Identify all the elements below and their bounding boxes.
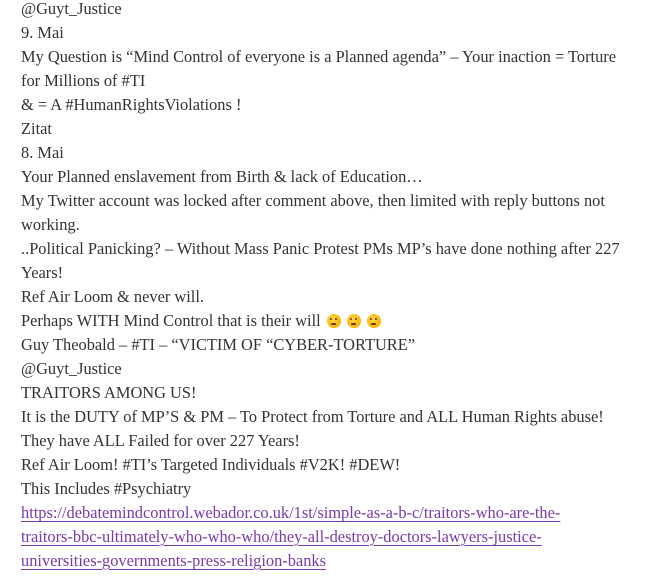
text-line: Years! xyxy=(21,263,64,282)
thinking-face-icon xyxy=(327,314,341,328)
text-line: & = A #HumanRightsViolations ! xyxy=(21,95,242,114)
handle-text: @Guyt_Justice xyxy=(21,0,122,18)
quote-label: Zitat xyxy=(21,119,52,138)
text-line: My Question is “Mind Control of everyone is a Planned agenda” – Your inaction = Torture xyxy=(21,47,617,66)
text-line: Perhaps WITH Mind Control that is their will xyxy=(21,311,321,330)
text-line: ..Political Panicking? – Without Mass Panic Protest PMs MP’s have done nothing after 227 xyxy=(21,239,620,258)
date-text: 8. Mai xyxy=(21,143,64,162)
link-line[interactable] xyxy=(21,525,661,549)
text-line: Ref Air Loom & never will. xyxy=(21,287,204,306)
link-line[interactable] xyxy=(21,501,661,525)
debate-link-part-3[interactable]: universities-governments-press-religion-banks xyxy=(21,551,326,570)
post-body xyxy=(21,0,661,573)
text-line: My Twitter account was locked after comment above, then limited with reply buttons not xyxy=(21,191,605,210)
text-line: for Millions of #TI xyxy=(21,71,146,90)
text-line: working. xyxy=(21,215,80,234)
text-line: TRAITORS AMONG US! xyxy=(21,383,197,402)
thinking-face-icon xyxy=(367,314,381,328)
date-text: 9. Mai xyxy=(21,23,64,42)
text-line: This Includes #Psychiatry xyxy=(21,479,192,498)
emoji-group xyxy=(327,311,383,335)
text-line: Ref Air Loom! #TI’s Targeted Individuals #V2K! #DEW! xyxy=(21,455,401,474)
text-line: They have ALL Failed for over 227 Years! xyxy=(21,431,300,450)
link-line[interactable] xyxy=(21,549,661,573)
signature-line: Guy Theobald – #TI – “VICTIM OF “CYBER-TORTURE” xyxy=(21,335,416,354)
text-line: It is the DUTY of MP’S & PM – To Protect from Torture and ALL Human Rights abuse! xyxy=(21,407,604,426)
text-line-with-emoji xyxy=(21,309,661,333)
debate-link-part-2[interactable]: traitors-bbc-ultimately-who-who-who/they-all-destroy-doctors-lawyers-justice- xyxy=(21,527,542,546)
handle-text: @Guyt_Justice xyxy=(21,359,122,378)
thinking-face-icon xyxy=(347,314,361,328)
text-line: Your Planned enslavement from Birth & lack of Education… xyxy=(21,167,423,186)
debate-link-part-1[interactable]: https://debatemindcontrol.webador.co.uk/1st/simple-as-a-b-c/traitors-who-are-the- xyxy=(21,503,561,522)
